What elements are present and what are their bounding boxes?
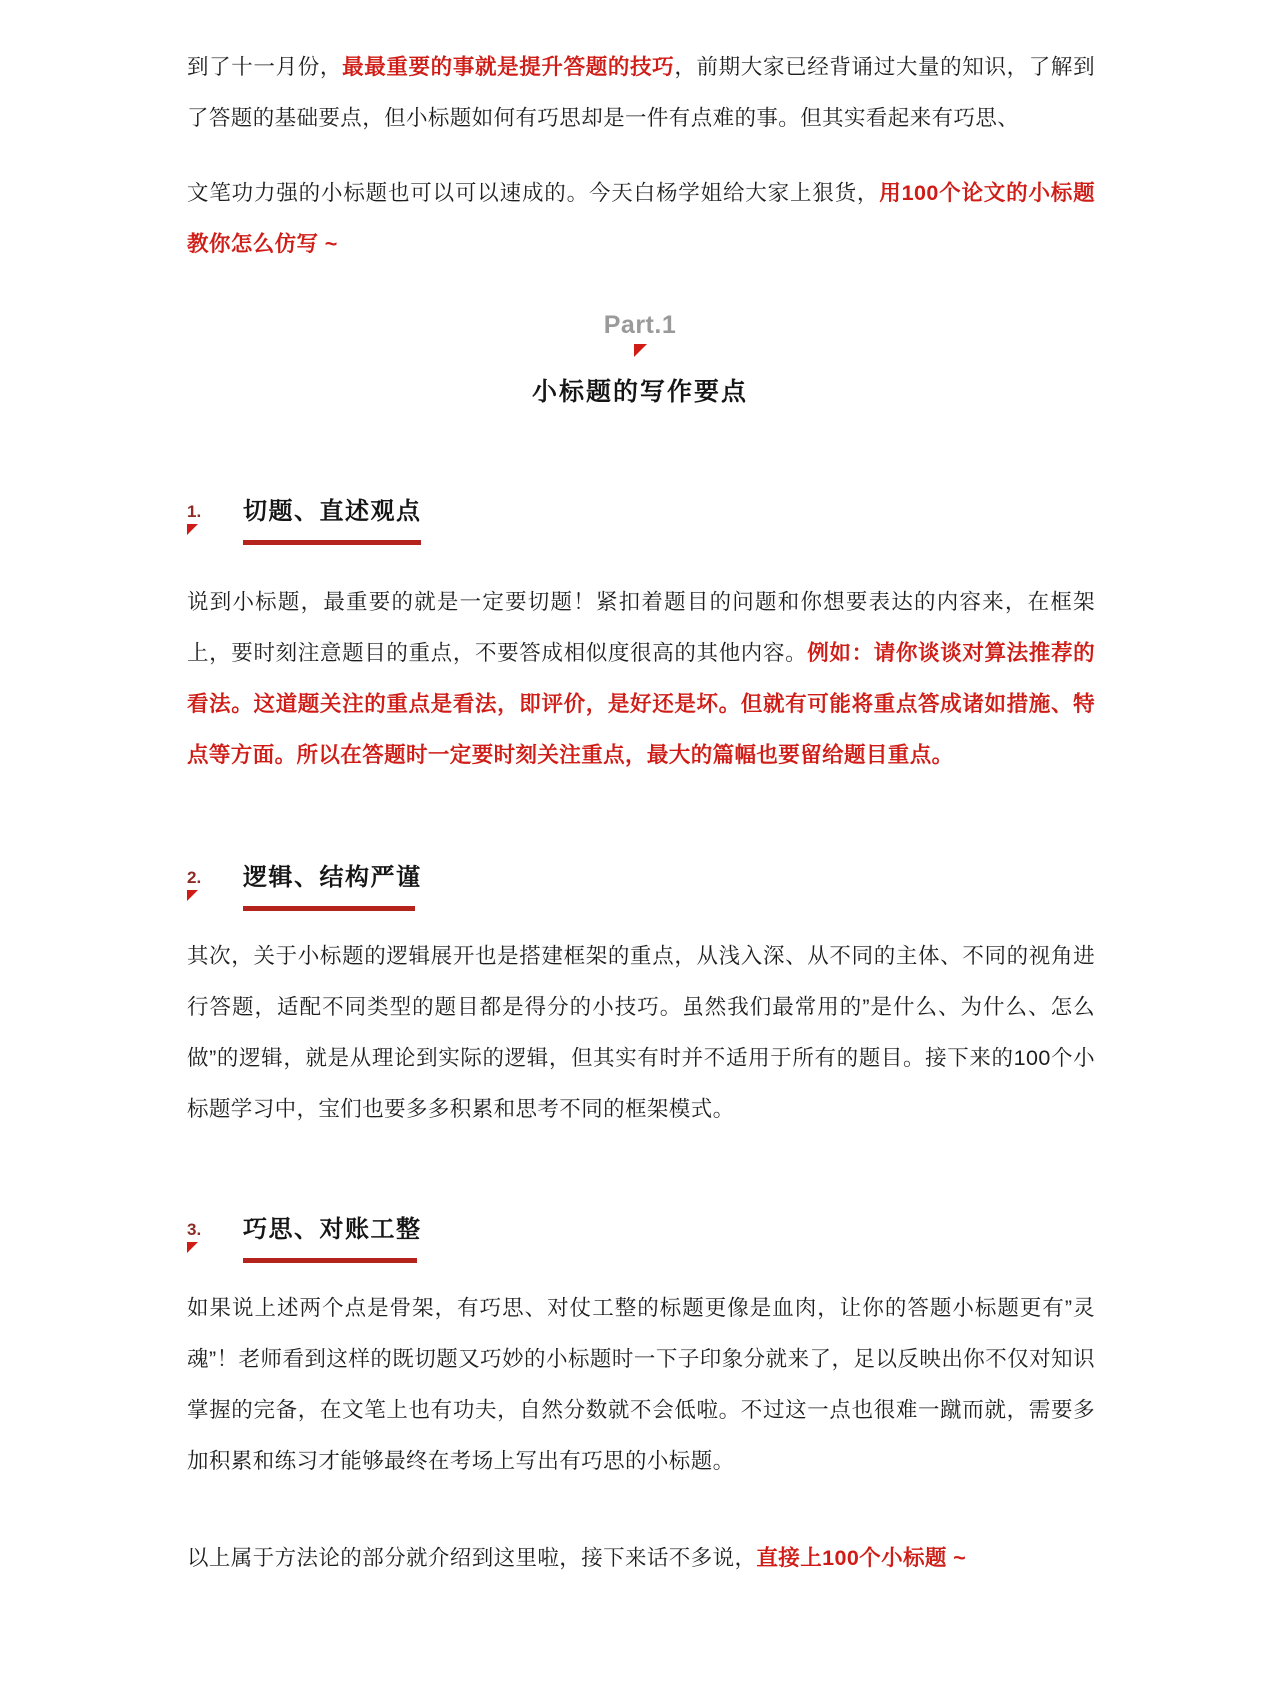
section-1-underline — [243, 540, 421, 545]
section-2-body — [175, 931, 1105, 1135]
section-1-title: 切题、直述观点 — [243, 498, 422, 525]
intro-emphasis-2: 用100个论文的小标题教你怎么仿写 ~ — [187, 181, 1096, 256]
section-3-number-group — [187, 1221, 227, 1253]
section-3-title: 巧思、对账工整 — [243, 1216, 422, 1243]
section-1-heading — [175, 495, 1105, 559]
section-3-number: 3. — [187, 1220, 202, 1239]
section-1 — [175, 495, 1105, 781]
flag-icon — [187, 524, 198, 535]
section-3-heading — [175, 1213, 1105, 1277]
section-3 — [175, 1213, 1105, 1487]
intro-emphasis-1: 最最重要的事就是提升答题的技巧 — [342, 55, 675, 79]
section-2-number: 2. — [187, 868, 202, 887]
section-2-number-group — [187, 869, 227, 901]
section-1-number: 1. — [187, 502, 202, 521]
part-banner — [175, 310, 1105, 409]
flag-icon — [187, 890, 198, 901]
section-3-body-plain: 如果说上述两个点是骨架，有巧思、对仗工整的标题更像是血肉，让你的答题小标题更有”灵魂”！老师看到这样的既切题又巧妙的小标题时一下子印象分就来了，足以反映出你不仅对知识掌握的完备，在文笔上也有功夫，自然分数就不会低啦。不过这一点也很难一蹴而就，需要多加积累和练习才能够最终在考场上写出有巧思的小标题。 — [187, 1296, 1095, 1473]
intro-paragraph-2 — [175, 168, 1105, 270]
section-1-number-group — [187, 503, 227, 535]
part-label: Part.1 — [603, 311, 677, 339]
intro-paragraph-1 — [175, 42, 1105, 144]
section-2-title: 逻辑、结构严谨 — [243, 864, 422, 891]
section-2-underline — [243, 906, 415, 911]
closing-text-plain: 以上属于方法论的部分就介绍到这里啦，接下来话不多说， — [187, 1546, 757, 1570]
section-1-body-plain: 说到小标题，最重要的就是一定要切题！紧扣着题目的问题和你想要表达的内容来，在框架上，要时刻注意题目的重点，不要答成相似度很高的其他内容。 — [187, 590, 1095, 665]
closing-text-emphasis: 直接上100个小标题 ~ — [756, 1546, 967, 1570]
section-3-underline — [243, 1258, 417, 1263]
part-title: 小标题的写作要点 — [531, 378, 748, 406]
closing-paragraph — [175, 1533, 1105, 1584]
section-1-body — [175, 577, 1105, 781]
section-2-heading — [175, 861, 1105, 925]
intro-text-after-emphasis: ，前期大家已经背诵过大量的知识，了解到了答题的基础要点，但小标题如何有巧思却是一件有点难的事。但其实看起来有巧思、 — [187, 55, 1095, 130]
intro-text-before-emphasis: 到了十一月份， — [187, 55, 343, 79]
intro-text-2: 文笔功力强的小标题也可以可以速成的。今天白杨学姐给大家上狠货， — [187, 181, 880, 205]
section-1-body-emphasis: 例如：请你谈谈对算法推荐的看法。这道题关注的重点是看法，即评价，是好还是坏。但就有可能将重点答成诸如措施、特点等方面。所以在答题时一定要时刻关注重点，最大的篇幅也要留给题目重点。 — [187, 641, 1096, 767]
flag-icon — [634, 344, 647, 357]
flag-icon — [187, 1242, 198, 1253]
document-content — [175, 42, 1105, 1584]
section-2 — [175, 861, 1105, 1135]
section-3-body — [175, 1283, 1105, 1487]
section-2-body-plain: 其次，关于小标题的逻辑展开也是搭建框架的重点，从浅入深、从不同的主体、不同的视角进行答题，适配不同类型的题目都是得分的小技巧。虽然我们最常用的”是什么、为什么、怎么做”的逻辑，就是从理论到实际的逻辑，但其实有时并不适用于所有的题目。接下来的100个小标题学习中，宝们也要多多积累和思考不同的框架模式。 — [187, 944, 1095, 1121]
